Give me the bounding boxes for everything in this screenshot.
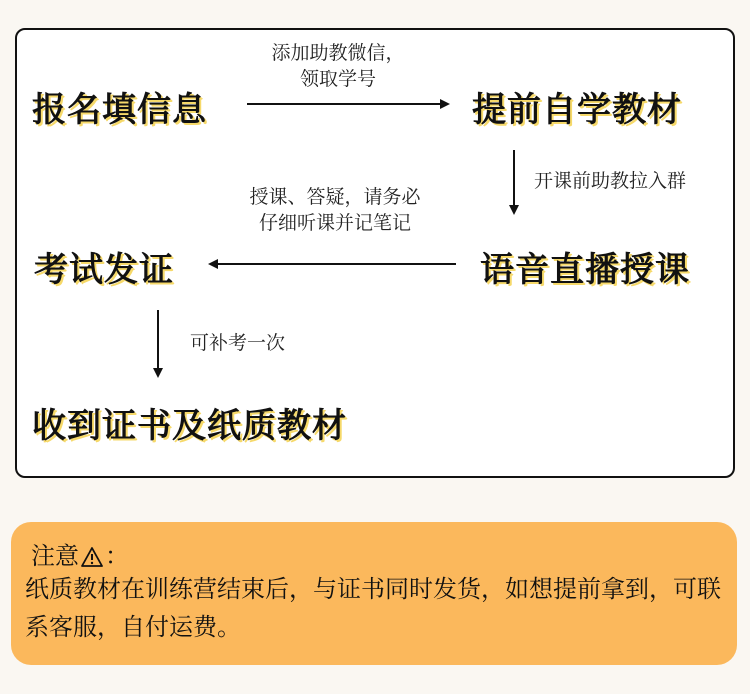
step-receive-materials: 收到证书及纸质教材	[32, 406, 347, 446]
notice-body: 纸质教材在训练营结束后，与证书同时发货，如想提前拿到，可联系客服，自付运费。	[25, 575, 721, 641]
note-listen-carefully-line2: 仔细听课并记笔记	[258, 212, 411, 234]
notice-box	[11, 522, 737, 665]
note-join-group: 开课前助教拉入群	[534, 170, 687, 192]
step-register: 报名填信息	[32, 90, 207, 130]
note-add-assistant-line1: 添加助教微信，	[271, 42, 405, 64]
notice-title-colon: ：	[105, 542, 129, 570]
note-add-assistant-line2: 领取学号	[299, 68, 376, 90]
step-self-study: 提前自学教材	[472, 90, 682, 130]
notice-title	[31, 536, 129, 571]
note-add-assistant	[248, 40, 428, 92]
notice-title-text: 注意	[31, 542, 79, 570]
step-exam-certificate: 考试发证	[34, 250, 174, 290]
note-listen-carefully	[212, 184, 458, 236]
note-retake: 可补考一次	[190, 332, 286, 354]
warning-triangle-icon	[81, 547, 103, 567]
step-live-class: 语音直播授课	[480, 250, 690, 290]
note-listen-carefully-line1: 授课、答疑，请务必	[249, 186, 421, 208]
